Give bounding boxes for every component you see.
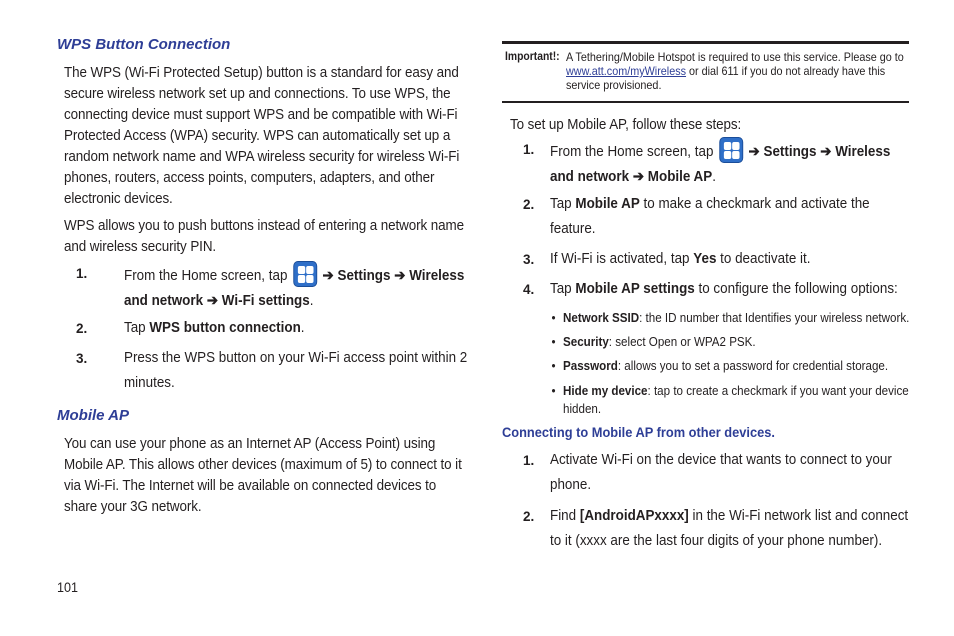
arrow-icon: ➔ bbox=[632, 169, 645, 185]
step-number: 3. bbox=[523, 252, 535, 267]
wps-paragraph-1: The WPS (Wi-Fi Protected Setup) button is a standard for easy and secure wireless network set up and connections. To use WPS, the connecting device must support WPS and be compatible with Wi-Fi Protected Access (WPA) security. WPS can automatically set up a random network name and WPA wireless security for wireless Wi-Fi phones, routers, access points, computers, adapters, and other electronic devices. bbox=[64, 65, 460, 207]
step-text bbox=[550, 504, 913, 554]
step-number: 2. bbox=[76, 321, 88, 336]
option-security bbox=[551, 333, 915, 351]
option-term: Network SSID bbox=[563, 310, 640, 325]
option-desc: : allows you to set a password for credential storage. bbox=[617, 358, 889, 373]
connecting-heading: Connecting to Mobile AP from other devices. bbox=[502, 425, 775, 440]
arrow-icon: ➔ bbox=[394, 268, 406, 284]
step-text: Activate Wi-Fi on the device that wants to connect to your phone. bbox=[550, 452, 892, 493]
settings-label: Settings bbox=[337, 268, 391, 284]
note-label: Important!: bbox=[505, 51, 560, 63]
option-password bbox=[551, 357, 915, 375]
step-text-post: to deactivate it. bbox=[720, 251, 811, 267]
step-number: 3. bbox=[76, 351, 88, 366]
wps-paragraph-2: WPS allows you to push buttons instead of entering a network name and wireless security PIN. bbox=[64, 218, 465, 255]
step-text bbox=[124, 316, 487, 341]
mobile-ap-label: Mobile AP bbox=[647, 169, 713, 185]
wifi-settings-label: Wi-Fi settings bbox=[221, 293, 310, 309]
note-text-post: or dial 611 if you do not already have this service provisioned. bbox=[566, 64, 886, 92]
step-text-pre: From the Home screen, tap bbox=[124, 268, 288, 284]
step-text-post: to make a checkmark and activate the feature. bbox=[550, 196, 870, 237]
step-text-pre: Tap bbox=[550, 196, 572, 212]
att-wireless-link[interactable]: www.att.com/myWireless bbox=[566, 64, 687, 78]
step-number: 1. bbox=[523, 142, 535, 157]
option-network-ssid bbox=[551, 309, 915, 327]
step-number: 1. bbox=[76, 266, 88, 281]
bullet-dot: • bbox=[551, 358, 556, 373]
option-desc: : select Open or WPA2 PSK. bbox=[608, 334, 756, 349]
step-text-post: to configure the following options: bbox=[698, 281, 898, 297]
step-text bbox=[550, 277, 913, 302]
option-term: Password bbox=[563, 358, 618, 373]
mobile-ap-intro: To set up Mobile AP, follow these steps: bbox=[510, 117, 742, 133]
bullet-dot: • bbox=[551, 310, 556, 325]
mobile-ap-paragraph: You can use your phone as an Internet AP (Access Point) using Mobile AP. This allows other devices (maximum of 5) to connect to it via Wi-Fi. The Internet will be available on connected devices to share your 3G network. bbox=[64, 436, 462, 515]
wps-heading: WPS Button Connection bbox=[57, 36, 231, 53]
arrow-icon: ➔ bbox=[820, 144, 832, 160]
applications-grid-icon bbox=[719, 137, 743, 163]
step-text bbox=[550, 192, 913, 242]
wireless-network-label: Wireless and network bbox=[124, 268, 465, 309]
step-text bbox=[124, 261, 487, 314]
step-text-pre: From the Home screen, tap bbox=[550, 144, 714, 160]
note-text-pre: A Tethering/Mobile Hotspot is required to use this service. Please go to bbox=[566, 50, 904, 64]
step-text bbox=[550, 247, 913, 272]
step-number: 1. bbox=[523, 453, 535, 468]
wps-button-connection-label: WPS button connection bbox=[149, 320, 301, 336]
mobile-ap-label: Mobile AP bbox=[575, 196, 640, 212]
option-desc: : tap to create a checkmark if you want your device hidden. bbox=[563, 383, 909, 416]
settings-label: Settings bbox=[763, 144, 817, 160]
yes-label: Yes bbox=[693, 251, 717, 267]
arrow-icon: ➔ bbox=[748, 144, 760, 160]
step-text-pre: Tap bbox=[124, 320, 146, 336]
arrow-icon: ➔ bbox=[206, 293, 219, 309]
important-note bbox=[502, 41, 909, 103]
step-text-post: in the Wi-Fi network list and connect to it (xxxx are the last four digits of your phone number). bbox=[550, 508, 909, 549]
step-number: 2. bbox=[523, 197, 535, 212]
mobile-ap-heading: Mobile AP bbox=[57, 407, 129, 424]
step-text: Press the WPS button on your Wi-Fi access point within 2 minutes. bbox=[124, 350, 468, 391]
option-term: Hide my device bbox=[563, 383, 648, 398]
android-ap-label: [AndroidAPxxxx] bbox=[579, 508, 689, 524]
bullet-dot: • bbox=[551, 383, 556, 398]
option-desc: : the ID number that Identifies your wireless network. bbox=[639, 310, 910, 325]
applications-grid-icon bbox=[293, 261, 317, 287]
step-number: 2. bbox=[523, 509, 535, 524]
bullet-dot: • bbox=[551, 334, 556, 349]
step-text-pre: Tap bbox=[550, 281, 572, 297]
step-text-post: . bbox=[712, 169, 716, 185]
mobile-ap-settings-label: Mobile AP settings bbox=[575, 281, 695, 297]
step-text-pre: Find bbox=[550, 508, 577, 524]
option-hide-my-device bbox=[551, 382, 915, 418]
step-number: 4. bbox=[523, 282, 535, 297]
step-text-post: . bbox=[300, 320, 305, 336]
step-text bbox=[550, 137, 913, 190]
option-term: Security bbox=[563, 334, 609, 349]
step-text-pre: If Wi-Fi is activated, tap bbox=[550, 251, 690, 267]
step-text-post: . bbox=[309, 293, 314, 309]
note-body bbox=[566, 50, 908, 92]
page-number: 101 bbox=[57, 579, 79, 595]
arrow-icon: ➔ bbox=[322, 268, 334, 284]
wireless-network-label: Wireless and network bbox=[550, 144, 891, 185]
